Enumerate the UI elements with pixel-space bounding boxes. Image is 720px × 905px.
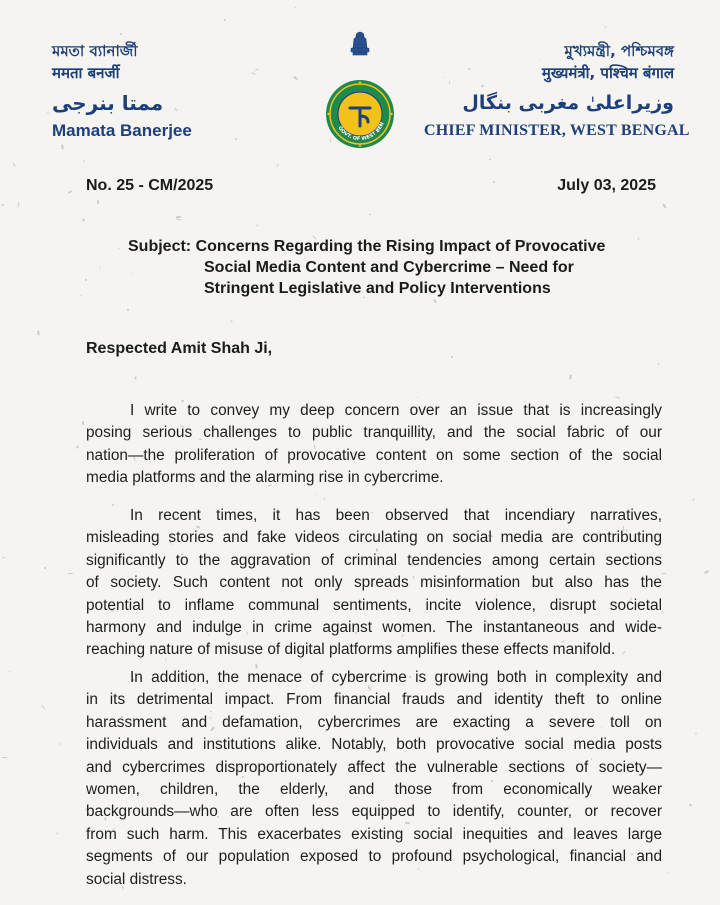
paragraph-line: significantly to the aggravation of criminal tendencies among certain sections [86, 551, 662, 569]
speckle [451, 356, 454, 359]
paragraph-line: In recent times, it has been observed that incendiary narratives, [130, 507, 662, 524]
speckle [695, 732, 697, 734]
paragraph-line: from such harm. This exacerbates existing social inequities and leaves large [86, 825, 662, 843]
state-emblem [318, 30, 402, 150]
speckle [9, 671, 10, 672]
letter-date: July 03, 2025 [557, 177, 656, 194]
speckle [37, 330, 40, 335]
seal-text: GOVT. OF WEST BEN [336, 121, 386, 143]
speckle [2, 757, 7, 758]
subject-line-3: Stringent Legislative and Policy Interventions [204, 280, 551, 297]
speckle [689, 803, 693, 806]
speckle [85, 279, 87, 281]
speckle [97, 200, 100, 204]
speckle [47, 111, 49, 113]
speckle [256, 224, 258, 226]
speckle [119, 248, 120, 249]
speckle [2, 204, 4, 206]
paragraph-line: of society. Such content not only spreads misinformation but also has the [86, 574, 662, 592]
speckle [662, 203, 667, 208]
subject-line-2: Social Media Content and Cybercrime – Need for [204, 259, 574, 276]
speckle [134, 376, 136, 379]
paragraph-line: I write to convey my deep concern over an issue that is increasingly [130, 402, 662, 419]
bengali-title: মুখ্যমন্ত্রী, পশ্চিমবঙ্গ [564, 42, 674, 60]
speckle [224, 19, 226, 21]
paragraph-3 [86, 667, 662, 891]
speckle [704, 570, 709, 574]
speckle [61, 144, 63, 149]
paragraph-line: media platforms and the alarming rise in cybercrime. [86, 469, 444, 487]
paragraph-line: segments of our population exposed to profound psychological, financial and [86, 848, 662, 866]
paragraph-line: misleading stories and fake videos circulating on social media are contributing [86, 529, 662, 547]
paragraph-line: harassment and defamation, cybercrimes are exacting a severe toll on [86, 713, 662, 731]
urdu-name: ممتا بنرجی [52, 91, 164, 115]
letterhead-right [424, 40, 690, 142]
speckle [82, 218, 85, 221]
salutation: Respected Amit Shah Ji, [86, 340, 273, 357]
english-title: CHIEF MINISTER, WEST BENGAL [424, 122, 690, 139]
speckle [489, 159, 491, 160]
paragraph-line: nation—the proliferation of provocative content on some section of the social [86, 446, 662, 464]
speckle [176, 216, 181, 219]
paragraph-line: social distress. [86, 870, 187, 888]
speckle [82, 421, 85, 425]
hindi-name: ममता बनर्जी [52, 64, 120, 82]
letterhead-left [52, 40, 282, 142]
speckle [230, 320, 233, 323]
speckle [315, 494, 316, 495]
paragraph-line: In addition, the menace of cybercrime is growing both in complexity and [130, 669, 662, 686]
speckle [433, 299, 437, 303]
paragraph-line: reaching nature of misuse of digital platforms amplifies these effects manifold. [86, 641, 616, 659]
paragraph-line: and cybercrimes disproportionately affect the vulnerable sections of society— [86, 758, 662, 776]
speckle [59, 743, 60, 745]
speckle [76, 445, 79, 448]
speckle [44, 567, 47, 570]
speckle [569, 374, 572, 379]
urdu-title: وزیراعلیٰ مغربی بنگال [462, 92, 674, 114]
hindi-title: मुख्यमंत्री, पश्चिम बंगाल [541, 64, 674, 82]
speckle [68, 573, 73, 574]
paragraph-line: posing serious challenges to public tranquillity, and the social fabric of our [86, 424, 662, 442]
subject-block [128, 236, 668, 299]
speckle [68, 190, 72, 194]
speckle [493, 181, 496, 184]
paragraph-line: backgrounds—who are often less equipped to identify, counter, or recover [86, 803, 662, 821]
speckle [662, 573, 666, 574]
speckle [80, 295, 81, 296]
speckle [692, 498, 694, 501]
english-name: Mamata Banerjee [52, 121, 192, 140]
speckle [324, 498, 326, 500]
paragraph-1 [86, 400, 662, 490]
speckle [12, 163, 15, 167]
paragraph-line: harmony and indulge in crime against women. The instantaneous and wide- [86, 619, 662, 637]
speckle [369, 214, 371, 215]
reference-number: No. 25 - CM/2025 [86, 177, 214, 194]
speckle [604, 26, 606, 27]
paragraph-2 [86, 505, 662, 662]
paragraph-line: individuals and institutions alike. Notably, both provocative social media posts [86, 736, 662, 754]
speckle [668, 872, 669, 873]
speckle [18, 202, 20, 207]
paragraph-line: in its detrimental impact. From financial frauds and identity theft to online [86, 691, 662, 709]
speckle [176, 219, 181, 221]
speckle [83, 160, 85, 162]
emblem-icon [318, 30, 402, 150]
paragraph-line: potential to inflame communal sentiments, incite violence, disrupt societal [86, 596, 662, 614]
speckle [42, 705, 46, 709]
bengali-name: মমতা ব্যানার্জী [52, 42, 138, 60]
paragraph-line: women, children, the elderly, and those from economically weaker [86, 781, 662, 799]
speckle [293, 76, 298, 81]
speckle [417, 397, 418, 398]
speckle [127, 309, 129, 311]
speckle [99, 266, 101, 268]
speckle [658, 363, 660, 365]
speckle [276, 164, 278, 167]
speckle [615, 396, 620, 398]
speckle [56, 832, 58, 834]
speckle [120, 33, 122, 35]
subject-line-1: Subject: Concerns Regarding the Rising Impact of Provocative [128, 238, 606, 255]
speckle [295, 7, 296, 8]
speckle [2, 557, 5, 559]
